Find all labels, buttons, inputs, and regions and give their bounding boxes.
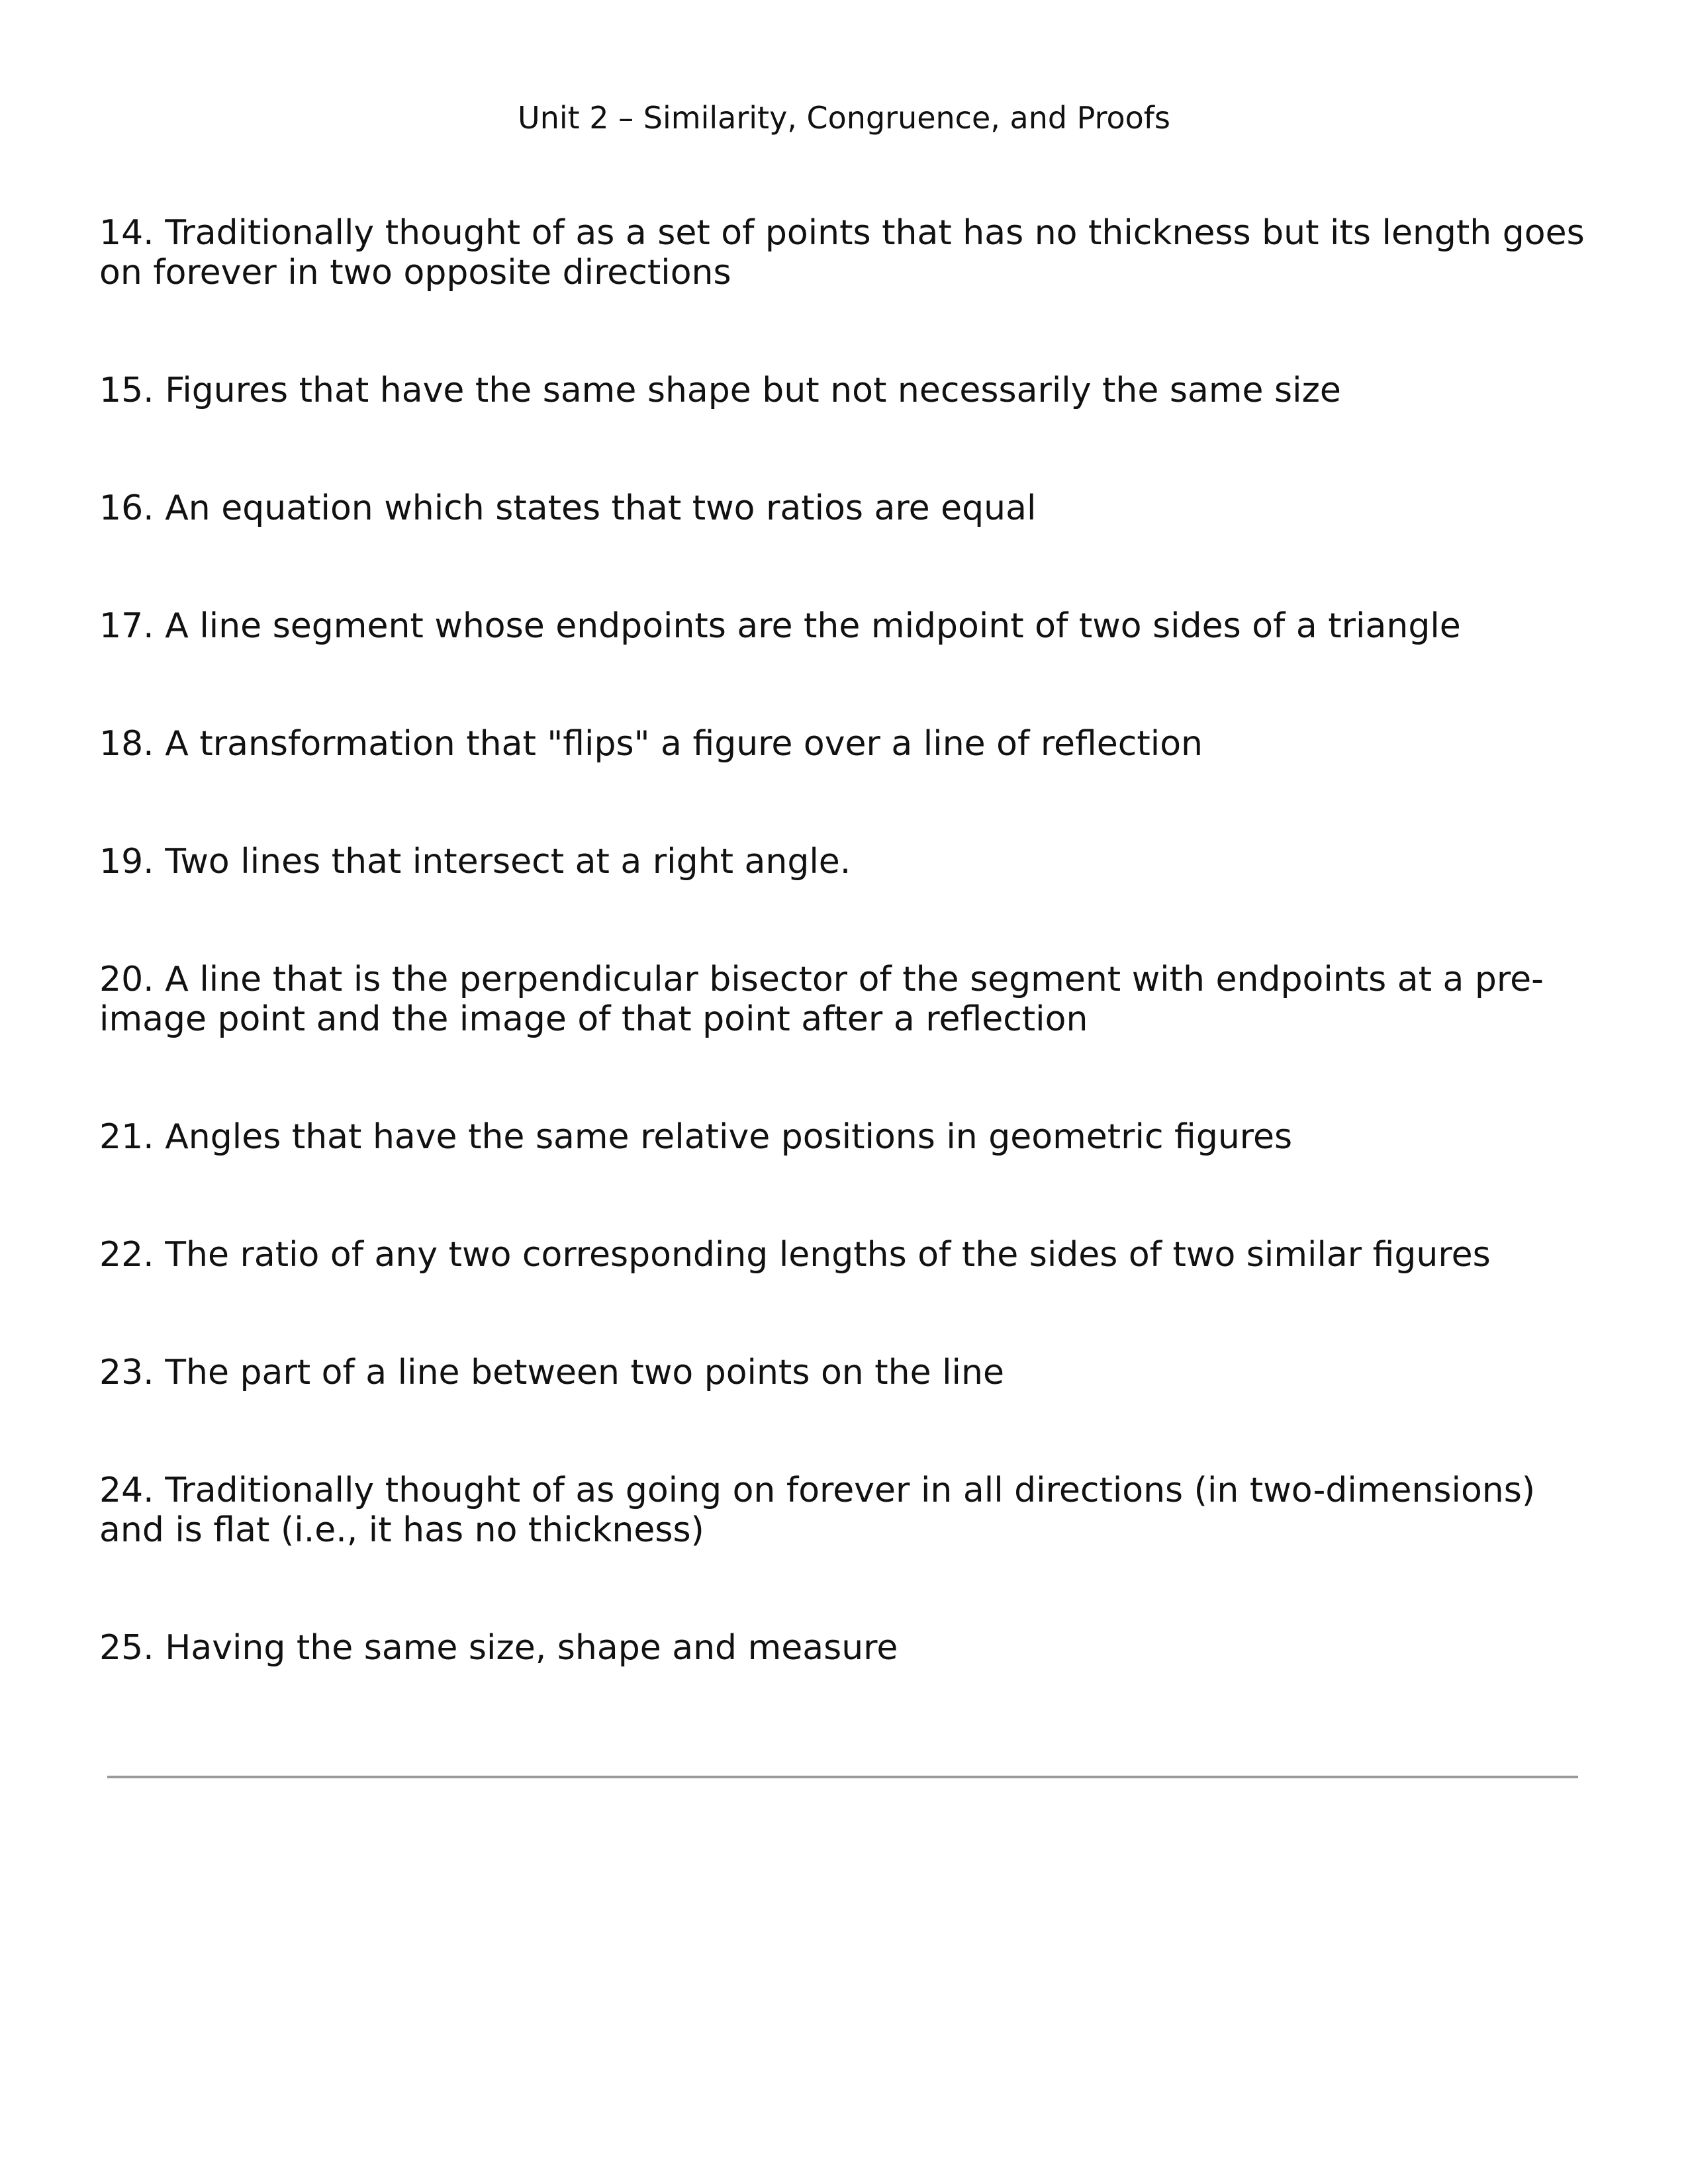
horizontal-divider: [107, 1776, 1578, 1778]
list-item-17: 17. A line segment whose endpoints are the midpoint of two sides of a triangle: [99, 606, 1461, 646]
list-item-18: 18. A transformation that "flips" a figure over a line of reflection: [99, 724, 1203, 764]
list-item-24: 24. Traditionally thought of as going on forever in all directions (in two-dimensions) and is flat (i.e., it has no thickness): [99, 1471, 1536, 1550]
list-item-25: 25. Having the same size, shape and measure: [99, 1628, 898, 1668]
list-item-21: 21. Angles that have the same relative positions in geometric figures: [99, 1117, 1293, 1157]
list-item-19: 19. Two lines that intersect at a right angle.: [99, 842, 851, 882]
list-item-23: 23. The part of a line between two points on the line: [99, 1353, 1004, 1392]
page-header: Unit 2 – Similarity, Congruence, and Proofs: [518, 100, 1170, 136]
list-item-15: 15. Figures that have the same shape but not necessarily the same size: [99, 371, 1341, 410]
list-item-14: 14. Traditionally thought of as a set of points that has no thickness but its length goes on forever in two opposite directions: [99, 213, 1585, 293]
list-item-16: 16. An equation which states that two ratios are equal: [99, 488, 1037, 528]
list-item-22: 22. The ratio of any two corresponding lengths of the sides of two similar figures: [99, 1235, 1491, 1275]
list-item-20: 20. A line that is the perpendicular bisector of the segment with endpoints at a pre-image point and the image of that point after a reflection: [99, 960, 1544, 1039]
